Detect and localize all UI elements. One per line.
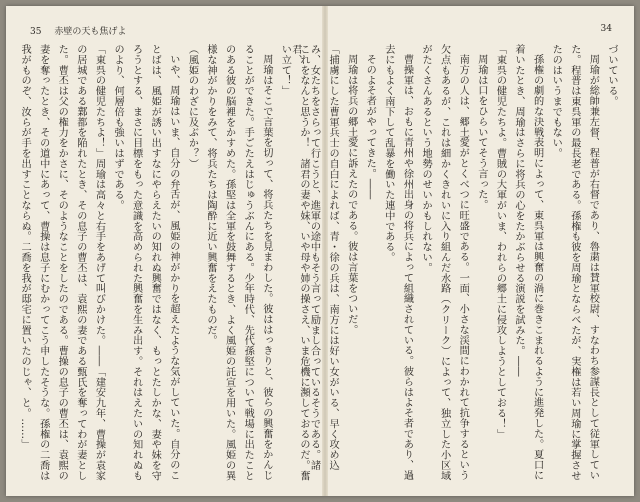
right-page-number: 34: [600, 24, 612, 34]
paragraph: 周瑜は口をひらいてそう言った。: [475, 54, 487, 211]
paragraph: 周瑜が総帥兼左督、程普が右督であり、魯粛は賛軍校尉、すなわち参謀長として従軍していた。程普は東呉軍の最長老である。孫権も彼を周瑜とならべたが、実権は若い周瑜に掌握させたのはいうまでもない。: [550, 44, 599, 481]
left-page-text: [19, 44, 312, 482]
paragraph: そのよそ者がやってきた。――: [364, 54, 376, 200]
paragraph: 孫権の劇的な決戦表明によって、東呉軍は興奮の渦に巻きこまれるように進発した。夏口に着いたとき、周瑜はさらに将兵の心をたかぶらせる演説を試みた。――: [513, 44, 543, 481]
paragraph: 南方の人は、郷土愛がとくべつに旺盛である。一面、小さな渓間にわかれて抗争するという欠点もあるが、これは細かくきれいに入り組んだ水路（クリーク）によって、独立した小区域がたくさんあるという地勢のせいかもしれない。: [420, 44, 469, 481]
left-page: [6, 6, 322, 496]
paragraph: いや、周瑜はいま、自分の弁舌が、風姫の神がかりを超えたような気がしていた。自分のことばは、風姫が誘い出すなにやらえたいの知れぬ興奮ではなく、もっとたしかな、妻や妹を守ろうとする、まさに目標をもった意識を高められた興奮を生み出す。それはえたいの知れぬものより、何層倍も強いはずである。: [112, 44, 179, 481]
paragraph: 周瑜は将兵の郷土愛に訴えたのである。彼は言葉をついだ。: [345, 54, 357, 335]
paragraph: 「捕虜にした曹軍兵士の自白によれば、青・徐の兵は、南方には好い女がいる、早く攻め込み、女たちをさらって行こうと、進軍の途中もそう言って励まし合っているそうである。諸君、: [289, 44, 339, 471]
paragraph: 「東呉の健児たちよ！」周瑜は高々と右手をあげて叫びかけた。――「建安九年、曹操が袁家の居城である鄴都を陥れたとき、その息子の曹丕は、袁熙の妻である甄氏を奪ってわが妻とした。曹丕は父の権力をかさに、そのようなことをしたのである。曹操の息子の曹丕は、袁熙の妻を奪ったとき、その道中にあって、曹操は息子にむかってこう申したそうな。孫権の二喬は我がものぞ、汝らが手を出すことならぬ。二喬を我が邸宅に置いたのじゃ、と。……」: [19, 44, 105, 481]
paragraph: 周瑜はそこで言葉を切って、将兵たちを見まわした。彼ははっきりと、彼らの興奮をかんじることができた。手ごたえはじゅうぶんにある。少年時代、先代孫堅について戦場に出たことのある彼の脳裡をかすめた。孫堅は全軍を鼓舞するとき、よく風姫の託宣を用いた。風姫の異様な神がかりをみて、将兵たちは陶酔に近い興奮をえたものだ。: [205, 44, 272, 481]
running-head-title: 赤壁の天も焦げよ: [54, 27, 127, 37]
running-head: [30, 24, 126, 37]
paragraph: 「東呉の健児たちよ。曹賊の大軍がいま、われらの郷土に侵攻しようとしておる！」: [494, 44, 506, 440]
paragraph: 曹操軍は、おもに青州や徐州出身の将兵によって組織されている。彼らはよそ者であり、過去にもよく南下して乱暴を働いた連中である。: [382, 44, 413, 481]
book-spread: [6, 6, 634, 496]
paragraph: づいている。: [606, 44, 617, 107]
paragraph: これをなんと思うか！ 諸君の妻や妹、いや母や姉の操さえ、いま危機に瀕しておるのだ。奮い立て！」: [279, 44, 309, 481]
paragraph: （風姫のわざに及ぶか？）: [186, 44, 198, 169]
left-page-number: 35: [30, 27, 42, 37]
